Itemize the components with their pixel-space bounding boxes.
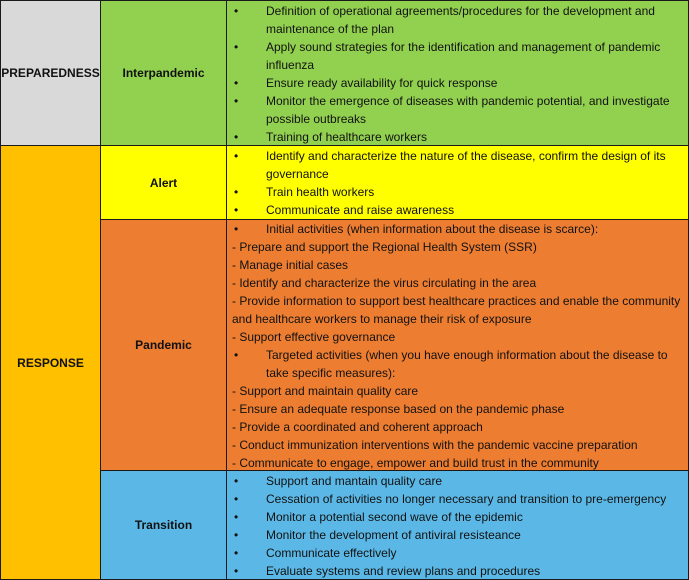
list-item bbox=[232, 490, 684, 508]
stage-cell-transition bbox=[100, 470, 227, 580]
list-item-text: Evaluate systems and review plans and procedures bbox=[266, 564, 541, 578]
list-item bbox=[232, 201, 684, 219]
list-subitem: - Support and maintain quality care bbox=[232, 384, 419, 398]
list-subitem: - Identify and characterize the virus circulating in the area bbox=[232, 276, 537, 290]
bullet-marker: • bbox=[234, 492, 239, 506]
content-cell-interpandemic bbox=[226, 0, 689, 146]
phase-label-response: RESPONSE bbox=[17, 355, 84, 370]
list-item-text: Definition of operational agreements/procedures for the development and maintenance of the plan bbox=[266, 4, 655, 36]
list-item bbox=[232, 183, 684, 201]
list-subitem: - Provide a coordinated and coherent approach bbox=[232, 420, 483, 434]
list-item bbox=[232, 562, 684, 580]
stage-label-alert: Alert bbox=[149, 175, 178, 190]
stage-cell-alert bbox=[100, 145, 227, 220]
bullet-marker: • bbox=[234, 203, 239, 217]
list-subitem: - Conduct immunization interventions with the pandemic vaccine preparation bbox=[232, 438, 638, 452]
list-item-text: Support and mantain quality care bbox=[266, 474, 443, 488]
list-item-text: Training of healthcare workers bbox=[266, 130, 427, 144]
list-item-text: Communicate and raise awareness bbox=[266, 203, 455, 217]
content-cell-transition bbox=[226, 470, 689, 580]
list-subitem: - Provide information to support best healthcare practices and enable the community and healthcare workers to manage their risk of exposure bbox=[232, 294, 681, 326]
bullet-marker: • bbox=[234, 94, 239, 108]
list-item bbox=[232, 472, 684, 490]
stage-label-interpandemic: Interpandemic bbox=[122, 66, 205, 80]
bullet-marker: • bbox=[234, 222, 239, 236]
list-subitem: - Communicate to engage, empower and build trust in the community bbox=[232, 456, 599, 470]
bullet-marker: • bbox=[234, 76, 239, 90]
list-item bbox=[232, 508, 684, 526]
list-subitem: - Ensure an adequate response based on the pandemic phase bbox=[232, 402, 565, 416]
bullet-marker: • bbox=[234, 185, 239, 199]
bullet-marker: • bbox=[234, 528, 239, 542]
list-subitem: - Support effective governance bbox=[232, 330, 396, 344]
stage-cell-interpandemic bbox=[100, 0, 227, 146]
list-subitem: - Prepare and support the Regional Health System (SSR) bbox=[232, 240, 537, 254]
bullet-marker: • bbox=[234, 130, 239, 144]
bullet-marker: • bbox=[234, 348, 239, 362]
list-item-text: Ensure ready availability for quick response bbox=[266, 76, 498, 90]
bullet-marker: • bbox=[234, 510, 239, 524]
list-subitem: - Manage initial cases bbox=[232, 258, 349, 272]
list-item-text: Monitor the emergence of diseases with pandemic potential, and investigate possible outbreaks bbox=[266, 94, 670, 126]
bullet-marker: • bbox=[234, 564, 239, 578]
bullet-marker: • bbox=[234, 40, 239, 54]
list-item-text: Monitor the development of antiviral resisteance bbox=[266, 528, 521, 542]
phase-cell-preparedness bbox=[0, 0, 101, 146]
content-cell-pandemic bbox=[226, 219, 689, 471]
list-item-text: Monitor a potential second wave of the epidemic bbox=[266, 510, 523, 524]
bullet-marker: • bbox=[234, 546, 239, 560]
stage-cell-pandemic bbox=[100, 219, 227, 471]
bullet-marker: • bbox=[234, 474, 239, 488]
stage-label-transition: Transition bbox=[134, 518, 193, 532]
stage-label-pandemic: Pandemic bbox=[135, 338, 192, 352]
list-item bbox=[232, 220, 684, 238]
list-item-text: Apply sound strategies for the identification and management of pandemic influenza bbox=[266, 40, 661, 72]
content-cell-alert bbox=[226, 145, 689, 220]
bullet-marker: • bbox=[234, 4, 239, 18]
phase-label-preparedness: PREPAREDNESS bbox=[1, 66, 100, 80]
list-item-text: Identify and characterize the nature of the disease, confirm the design of its governance bbox=[266, 149, 666, 181]
list-item bbox=[232, 526, 684, 544]
list-item bbox=[232, 74, 684, 92]
bullet-marker: • bbox=[234, 149, 239, 163]
list-item-text: Targeted activities (when you have enough information about the disease to take specific measures): bbox=[266, 348, 668, 380]
list-item bbox=[232, 346, 684, 382]
list-item-text: Initial activities (when information about the disease is scarce): bbox=[266, 222, 599, 236]
list-item bbox=[232, 38, 684, 74]
list-item bbox=[232, 128, 684, 146]
list-item bbox=[232, 147, 684, 183]
list-item bbox=[232, 2, 684, 38]
list-item bbox=[232, 92, 684, 128]
list-item-text: Cessation of activities no longer necessary and transition to pre-emergency bbox=[266, 492, 667, 506]
phase-cell-response bbox=[0, 145, 101, 580]
list-item-text: Train health workers bbox=[266, 185, 375, 199]
list-item-text: Communicate effectively bbox=[266, 546, 397, 560]
list-item bbox=[232, 544, 684, 562]
